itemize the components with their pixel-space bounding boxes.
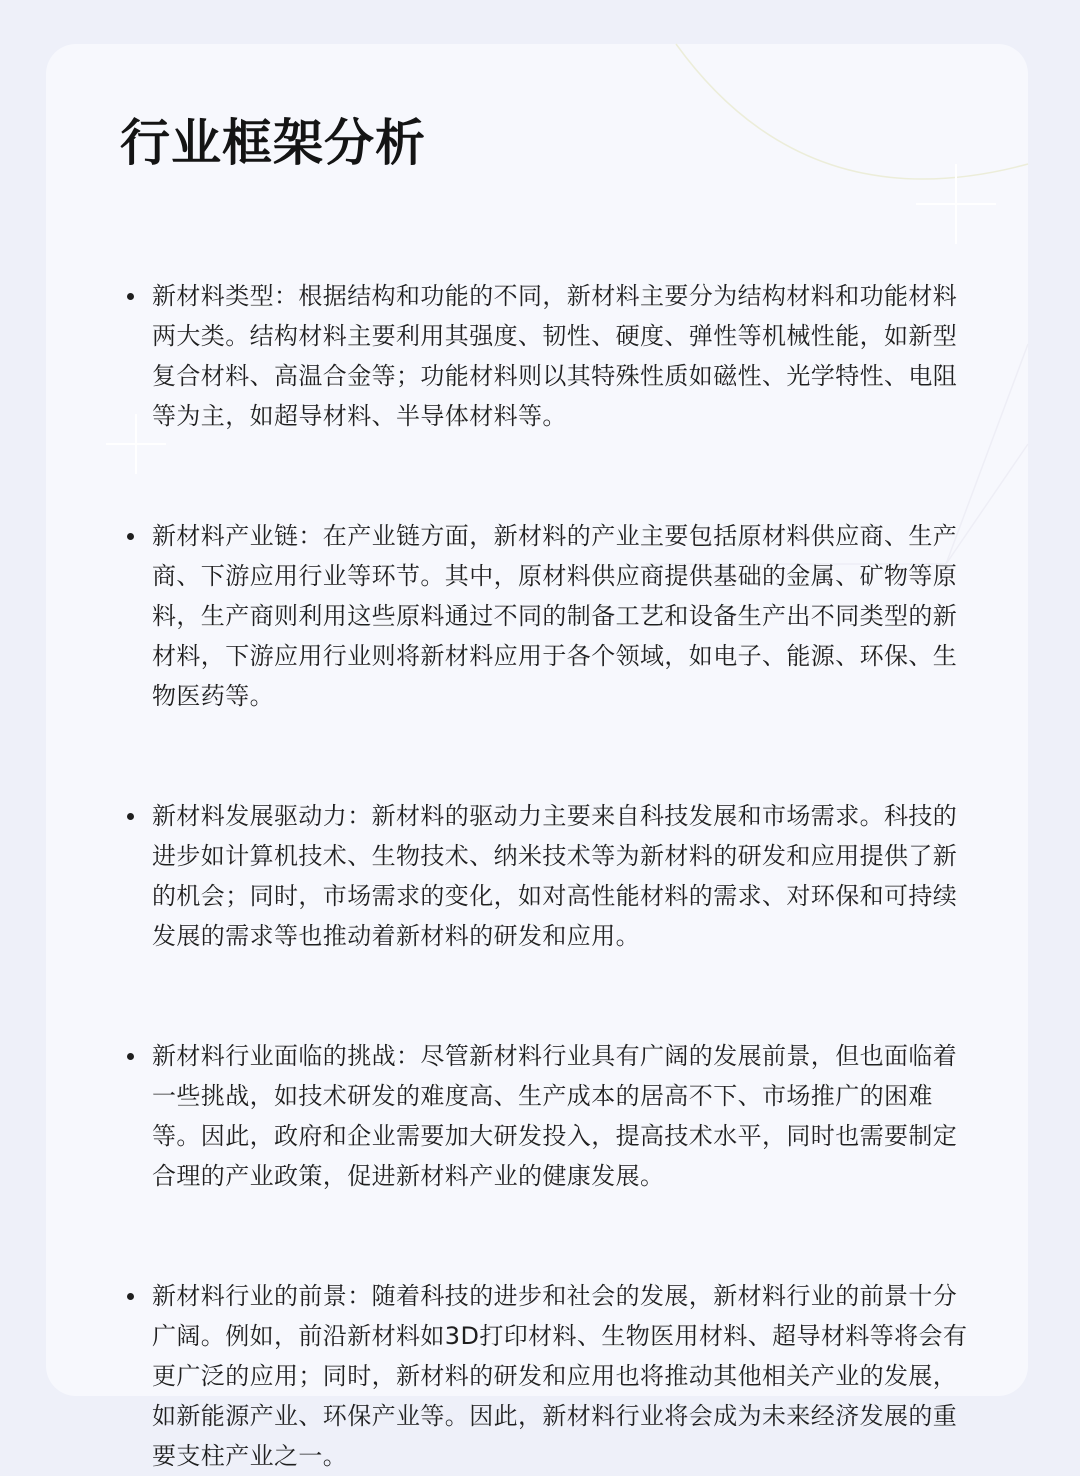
- content-card: [46, 44, 1028, 1470]
- list-item: [152, 516, 972, 716]
- bullet-icon: [127, 293, 134, 300]
- list-item: [152, 1036, 972, 1196]
- bullet-icon: [127, 813, 134, 820]
- list-item-text: 新材料类型：根据结构和功能的不同，新材料主要分为结构材料和功能材料两大类。结构材料主要利用其强度、韧性、硬度、弹性等机械性能，如新型复合材料、高温合金等；功能材料则以其特殊性质如磁性、光学特性、电阻等为主，如超导材料、半导体材料等。: [152, 282, 958, 430]
- list-item: [152, 796, 972, 956]
- bullet-icon: [127, 1293, 134, 1300]
- list-item-text: 新材料行业面临的挑战：尽管新材料行业具有广阔的发展前景，但也面临着一些挑战，如技术研发的难度高、生产成本的居高不下、市场推广的困难等。因此，政府和企业需要加大研发投入，提高技术水平，同时也需要制定合理的产业政策，促进新材料产业的健康发展。: [152, 1042, 958, 1190]
- bullet-icon: [127, 533, 134, 540]
- page-title: 行业框架分析: [120, 114, 426, 172]
- list-item: [152, 276, 972, 436]
- sparkle-icon: [916, 164, 996, 244]
- list-item: [152, 1276, 972, 1476]
- analysis-list: [152, 276, 972, 1476]
- bullet-icon: [127, 1053, 134, 1060]
- list-item-text: 新材料产业链：在产业链方面，新材料的产业主要包括原材料供应商、生产商、下游应用行业等环节。其中，原材料供应商提供基础的金属、矿物等原料，生产商则利用这些原料通过不同的制备工艺和设备生产出不同类型的新材料，下游应用行业则将新材料应用于各个领域，如电子、能源、环保、生物医药等。: [152, 522, 958, 710]
- list-item-text: 新材料行业的前景：随着科技的进步和社会的发展，新材料行业的前景十分广阔。例如，前沿新材料如3D打印材料、生物医用材料、超导材料等将会有更广泛的应用；同时，新材料的研发和应用也将推动其他相关产业的发展，如新能源产业、环保产业等。因此，新材料行业将会成为未来经济发展的重要支柱产业之一。: [152, 1282, 968, 1470]
- list-item-text: 新材料发展驱动力：新材料的驱动力主要来自科技发展和市场需求。科技的进步如计算机技术、生物技术、纳米技术等为新材料的研发和应用提供了新的机会；同时，市场需求的变化，如对高性能材料的需求、对环保和可持续发展的需求等也推动着新材料的研发和应用。: [152, 802, 958, 950]
